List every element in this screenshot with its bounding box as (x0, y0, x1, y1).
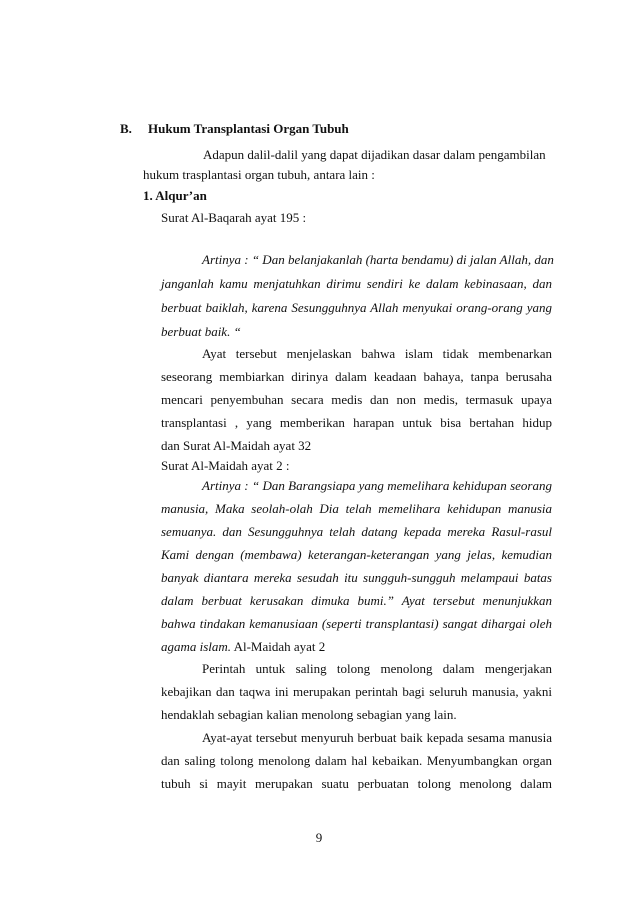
section-heading (120, 121, 349, 137)
artinya-line: manusia, Maka seolah-olah Dia telah memelihara kehidupan manusia (161, 501, 552, 516)
artinya-normal-end: Al-Maidah ayat 2 (231, 639, 326, 654)
paragraph-line: dan saling tolong menolong dalam hal kebaikan. Menyumbangkan organ (161, 753, 552, 768)
artinya-line (161, 639, 325, 655)
artinya-italic-end: agama islam. (161, 639, 232, 654)
surat-label: Surat Al-Maidah ayat 2 : (161, 458, 290, 473)
page-number: 9 (315, 830, 323, 845)
paragraph-line: Ayat tersebut menjelaskan bahwa islam tidak membenarkan (202, 346, 552, 361)
paragraph-line: mencari penyembuhan secara medis dan non medis, termasuk upaya (161, 392, 552, 407)
paragraph-line: tubuh si mayit merupakan suatu perbuatan tolong menolong dalam (161, 776, 552, 791)
intro-line: hukum trasplantasi organ tubuh, antara lain : (143, 167, 375, 182)
artinya-line: berbuat baik. “ (161, 324, 241, 339)
artinya-line: Kami dengan (membawa) keterangan-keterangan yang jelas, kemudian (161, 547, 552, 562)
subheading-alquran: 1. Alqur’an (143, 188, 207, 203)
paragraph-line: seseorang membiarkan dirinya dalam keadaan bahaya, tanpa berusaha (161, 369, 552, 384)
artinya-line: dalam berbuat kerusakan dimuka bumi.” Ayat tersebut menunjukkan (161, 593, 552, 608)
paragraph-line: kebajikan dan taqwa ini merupakan perintah bagi seluruh manusia, yakni (161, 684, 552, 699)
artinya-line: semuanya. dan Sesungguhnya telah datang kepada mereka Rasul-rasul (161, 524, 552, 539)
surat-label: Surat Al-Baqarah ayat 195 : (161, 210, 307, 225)
artinya-line: banyak diantara mereka sesudah itu sungguh-sungguh melampaui batas (161, 570, 552, 585)
intro-line: Adapun dalil-dalil yang dapat dijadikan dasar dalam pengambilan (203, 147, 546, 162)
artinya-line: janganlah kamu menjatuhkan dirimu sendiri ke dalam kebinasaan, dan (161, 276, 552, 291)
paragraph-line: hendaklah sebagian kalian menolong sebagian yang lain. (161, 707, 457, 722)
artinya-line: berbuat baiklah, karena Sesungguhnya Allah menyukai orang-orang yang (161, 300, 552, 315)
paragraph-line: dan Surat Al-Maidah ayat 32 (161, 438, 312, 453)
section-title: Hukum Transplantasi Organ Tubuh (148, 121, 349, 136)
artinya-line: Artinya : “ Dan belanjakanlah (harta bendamu) di jalan Allah, dan (202, 252, 554, 267)
paragraph-line: Perintah untuk saling tolong menolong dalam mengerjakan (202, 661, 552, 676)
paragraph-line: transplantasi , yang memberikan harapan untuk bisa bertahan hidup (161, 415, 552, 430)
artinya-line: Artinya : “ Dan Barangsiapa yang memelihara kehidupan seorang (202, 478, 552, 493)
section-letter: B. (120, 121, 132, 136)
artinya-line: bahwa tindakan kemanusiaan (seperti transplantasi) sangat dihargai oleh (161, 616, 552, 631)
paragraph-line: Ayat-ayat tersebut menyuruh berbuat baik kepada sesama manusia (202, 730, 552, 745)
